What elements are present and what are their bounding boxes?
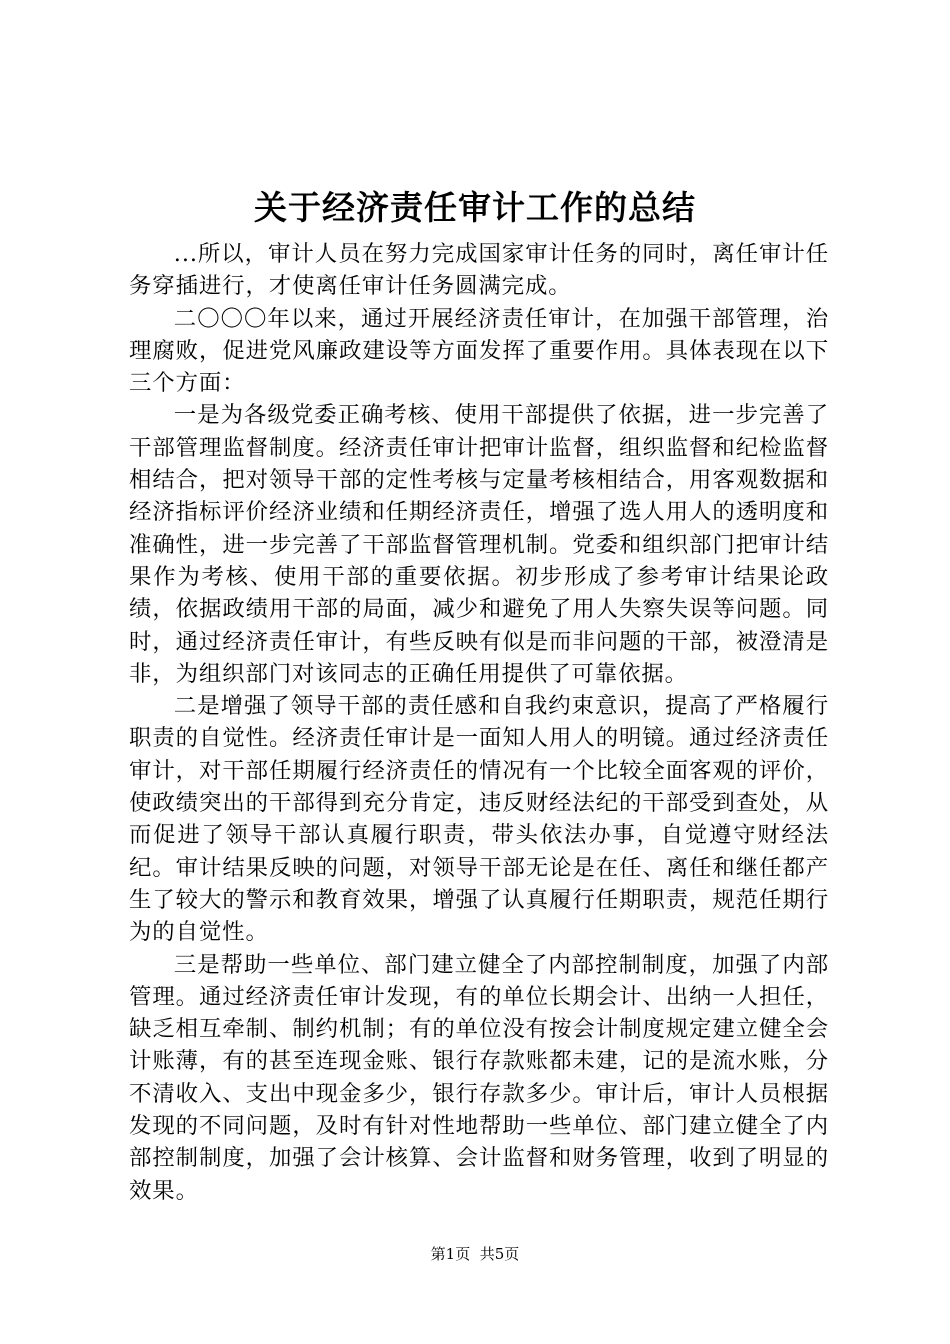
page-total: 共5页 <box>479 1245 520 1263</box>
paragraph-point-two: 二是增强了领导干部的责任感和自我约束意识，提高了严格履行职责的自觉性。经济责任审计是一面知人用人的明镜。通过经济责任审计，对干部任期履行经济责任的情况有一个比较全面客观的评价，使政绩突出的干部得到充分肯定，违反财经法纪的干部受到查处，从而促进了领导干部认真履行职责，带头依法办事，自觉遵守财经法纪。审计结果反映的问题，对领导干部无论是在任、离任和继任都产生了较大的警示和教育效果，增强了认真履行任期职责，规范任期行为的自觉性。 <box>129 693 829 946</box>
page-number: 第1页 <box>430 1245 471 1263</box>
document-body <box>129 238 829 1207</box>
paragraph-overview: 二〇〇〇年以来，通过开展经济责任审计，在加强干部管理，治理腐败，促进党风廉政建设等方面发挥了重要作用。具体表现在以下三个方面： <box>129 305 829 397</box>
paragraph-point-three: 三是帮助一些单位、部门建立健全了内部控制制度，加强了内部管理。通过经济责任审计发现，有的单位长期会计、出纳一人担任，缺乏相互牵制、制约机制；有的单位没有按会计制度规定建立健全会计账薄，有的甚至连现金账、银行存款账都未建，记的是流水账，分不清收入、支出中现金多少，银行存款多少。审计后，审计人员根据发现的不同问题，及时有针对性地帮助一些单位、部门建立健全了内部控制制度，加强了会计核算、会计监督和财务管理，收到了明显的效果。 <box>129 951 829 1204</box>
page-footer <box>0 1244 950 1264</box>
paragraph-point-one: 一是为各级党委正确考核、使用干部提供了依据，进一步完善了干部管理监督制度。经济责任审计把审计监督，组织监督和纪检监督相结合，把对领导干部的定性考核与定量考核相结合，用客观数据和经济指标评价经济业绩和任期经济责任，增强了选人用人的透明度和准确性，进一步完善了干部监督管理机制。党委和组织部门把审计结果作为考核、使用干部的重要依据。初步形成了参考审计结果论政绩，依据政绩用干部的局面，减少和避免了用人失察失误等问题。同时，通过经济责任审计，有些反映有似是而非问题的干部，被澄清是非，为组织部门对该同志的正确任用提供了可靠依据。 <box>129 402 829 687</box>
document-title: 关于经济责任审计工作的总结 <box>254 188 696 227</box>
paragraph-intro: ...所以，审计人员在努力完成国家审计任务的同时，离任审计任务穿插进行，才使离任审计任务圆满完成。 <box>129 241 829 300</box>
